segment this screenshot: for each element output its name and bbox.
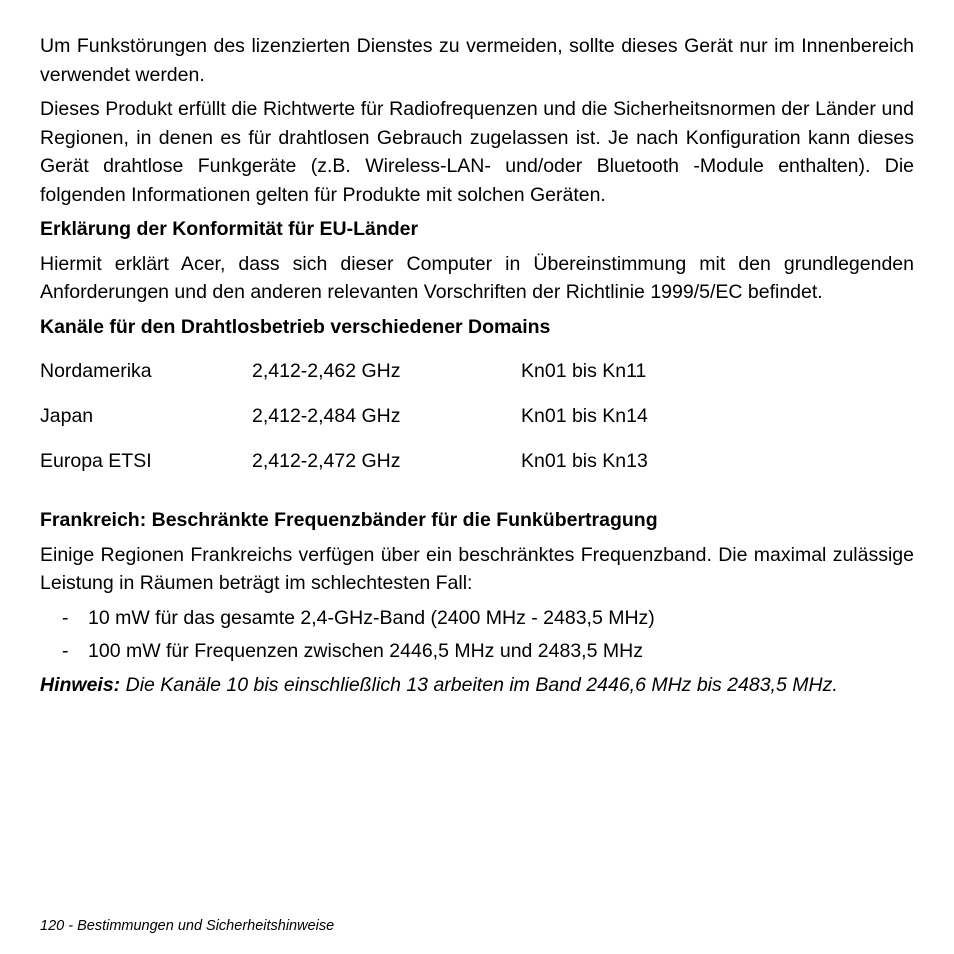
region-cell: Nordamerika: [40, 360, 152, 382]
channels-cell: Kn01 bis Kn14: [521, 405, 648, 427]
frequency-cell: 2,412-2,484 GHz: [252, 405, 401, 427]
eu-conformity-heading: Erklärung der Konformität für EU-Länder: [40, 218, 419, 240]
document-page: [40, 32, 914, 699]
note-label: Hinweis:: [40, 673, 121, 696]
note-paragraph: [40, 671, 914, 700]
table-row: [40, 402, 914, 447]
bullet-text: 10 mW für das gesamte 2,4-GHz-Band (2400 MHz - 2483,5 MHz): [88, 606, 655, 629]
channel-table: [40, 357, 914, 492]
channels-heading: Kanäle für den Drahtlosbetrieb verschiedener Domains: [40, 315, 551, 338]
page-footer: 120 - Bestimmungen und Sicherheitshinweise: [40, 918, 335, 934]
region-cell: Europa ETSI: [40, 450, 152, 472]
channels-cell: Kn01 bis Kn13: [521, 450, 648, 472]
intro-paragraph-1: Um Funkstörungen des lizenzierten Dienstes zu vermeiden, sollte dieses Gerät nur im Innenbereich verwendet werden.: [40, 35, 914, 86]
list-item: [40, 604, 914, 633]
intro-paragraph-2: Dieses Produkt erfüllt die Richtwerte für Radiofrequenzen und die Sicherheitsnormen der Länder und Regionen, in denen es für drahtlosen Gebrauch zugelassen ist. Je nach Konfiguration kann dieses Gerät drahtlose Funkgeräte (z.B. Wireless-LAN- und/oder Bluetooth -Module enthalten). Die folgenden Informationen gelten für Produkte mit solchen Geräten.: [40, 98, 914, 206]
france-text: Einige Regionen Frankreichs verfügen über ein beschränktes Frequenzband. Die maximal zulässige Leistung in Räumen beträgt im schlechtesten Fall:: [40, 543, 914, 594]
frequency-cell: 2,412-2,462 GHz: [252, 360, 401, 382]
france-heading: Frankreich: Beschränkte Frequenzbänder für die Funkübertragung: [40, 509, 658, 531]
table-row: [40, 447, 914, 492]
eu-conformity-text: Hiermit erklärt Acer, dass sich dieser Computer in Übereinstimmung mit den grundlegenden Anforderungen und den anderen relevanten Vorschriften der Richtlinie 1999/5/EC befindet.: [40, 252, 914, 303]
france-bullet-list: [40, 604, 914, 666]
bullet-dash: -: [62, 640, 69, 662]
channels-cell: Kn01 bis Kn11: [521, 360, 647, 382]
frequency-cell: 2,412-2,472 GHz: [252, 450, 401, 472]
note-text: Die Kanäle 10 bis einschließlich 13 arbeiten im Band 2446,6 MHz bis 2483,5 MHz.: [120, 673, 838, 696]
table-row: [40, 357, 914, 402]
bullet-dash: -: [62, 606, 69, 629]
list-item: [40, 637, 914, 666]
bullet-text: 100 mW für Frequenzen zwischen 2446,5 MHz und 2483,5 MHz: [88, 640, 643, 662]
region-cell: Japan: [40, 405, 94, 427]
